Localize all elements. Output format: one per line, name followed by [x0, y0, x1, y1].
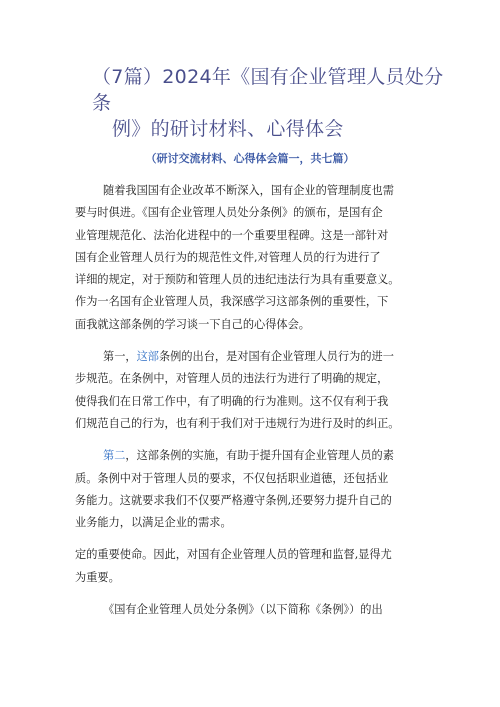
paragraph-line: 业务能力，以满足企业的需求。 [75, 516, 232, 530]
highlighted-text: 第二 [103, 449, 126, 463]
paragraph-line: 业管理规范化、法治化进程中的一个重要里程碑。这是一部针对 [75, 228, 389, 242]
paragraph-line: 使得我们在日常工作中，有了明确的行为准则。这不仅有利于我 [75, 394, 389, 408]
paragraph-line: 面我就这部条例的学习谈一下自己的心得体会。 [75, 317, 310, 331]
paragraph-line: 务能力。这就要求我们不仅要严格遵守条例,还要努力提升自己的 [75, 493, 392, 507]
paragraph-line: 作为一名国有企业管理人员，我深感学习这部条例的重要性，下 [75, 295, 389, 309]
paragraph-line-highlighted: 第一，这部条例的出台，是对国有企业管理人员行为的进一 [103, 350, 394, 364]
document-title-line-1: （7篇）2024年《国有企业管理人员处分条 [92, 66, 444, 114]
paragraph-line: 国有企业管理人员行为的规范性文件,对管理人员的行为进行了 [75, 250, 381, 264]
highlighted-text: 这部 [136, 350, 159, 364]
document-body [75, 180, 430, 621]
paragraph-2 [75, 346, 430, 435]
paragraph-line: 为重要。 [75, 570, 120, 584]
paragraph-line: 们规范自己的行为，也有利于我们对于违规行为进行及时的纠正。 [75, 416, 400, 430]
paragraph-3 [75, 445, 430, 534]
paragraph-line-highlighted: 第二，这部条例的实施，有助于提升国有企业管理人员的素 [103, 449, 394, 463]
paragraph-5 [75, 599, 430, 621]
paragraph-1 [75, 180, 430, 336]
document-title-line-2: 例》的研讨材料、心得体会 [112, 118, 344, 140]
paragraph-4 [75, 544, 430, 589]
paragraph-line: 随着我国国有企业改革不断深入，国有企业的管理制度也需 [103, 184, 394, 197]
paragraph-line: 《国有企业管理人员处分条例》（以下简称《条例》）的出 [103, 603, 383, 617]
paragraph-line: 质。条例中对于管理人员的要求，不仅包括职业道德，还包括业 [75, 471, 389, 485]
paragraph-line: 详细的规定，对于预防和管理人员的违纪违法行为具有重要意义。 [75, 273, 400, 287]
paragraph-line: 定的重要使命。因此，对国有企业管理人员的管理和监督,显得尤 [75, 548, 392, 562]
paragraph-line: 要与时俱进。《国有企业管理人员处分条例》的颁布，是国有企 [75, 206, 383, 220]
paragraph-line: 步规范。在条例中，对管理人员的违法行为进行了明确的规定， [75, 372, 389, 386]
document-subtitle: （研讨交流材料、心得体会篇一，共七篇） [145, 152, 355, 165]
document-title [92, 64, 452, 142]
